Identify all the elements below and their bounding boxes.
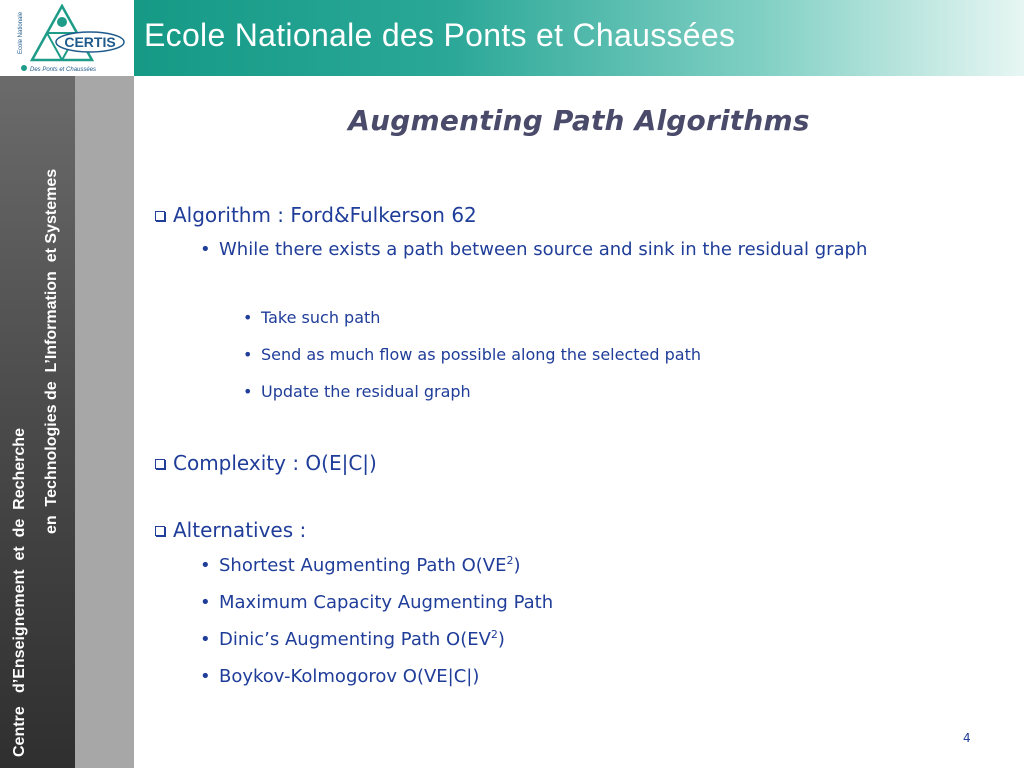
bullet-icon: • — [243, 345, 253, 364]
sidebar-text-line1: Centre d’Enseignement et de Recherche — [11, 428, 28, 757]
sub-list-item-text: Update the residual graph — [261, 382, 471, 401]
section-algorithm — [155, 203, 477, 227]
sidebar-light-band — [75, 76, 134, 768]
sub-list-item-text: Send as much flow as possible along the selected path — [261, 345, 701, 364]
sidebar-text-line2: en Technologies de L’Information et Systemes — [43, 168, 60, 534]
header-title: Ecole Nationale des Ponts et Chaussées — [144, 17, 736, 53]
bullet-icon: • — [243, 308, 253, 327]
list-item — [200, 234, 930, 265]
square-bullet-icon — [155, 211, 165, 221]
sub-list-item — [243, 308, 380, 327]
list-item-text: Shortest Augmenting Path $O(VE^2)$ — [219, 554, 521, 576]
svg-text:CERTIS: CERTIS — [64, 34, 116, 50]
list-item-text: Maximum Capacity Augmenting Path — [219, 592, 554, 613]
section-alternatives-label: Alternatives : — [173, 518, 307, 542]
bullet-icon: • — [243, 382, 253, 401]
bullet-icon: • — [200, 629, 211, 650]
list-item — [200, 624, 930, 655]
list-item-text: Dinic’s Augmenting Path $O(EV^2)$ — [219, 628, 505, 650]
list-item — [200, 587, 930, 618]
section-complexity-label: Complexity : O(E|C|) — [173, 451, 377, 475]
header-band — [134, 0, 1024, 76]
bullet-icon: • — [200, 239, 211, 260]
square-bullet-icon — [155, 526, 165, 536]
section-alternatives — [155, 518, 306, 542]
svg-text:Des Ponts et Chaussées: Des Ponts et Chaussées — [30, 67, 97, 73]
sub-list-item-text: Take such path — [261, 308, 381, 327]
slide-title: Augmenting Path Algorithms — [348, 104, 810, 137]
sub-list-item — [243, 382, 471, 401]
certis-logo-icon — [12, 4, 128, 74]
svg-text:Ecole Nationale: Ecole Nationale — [18, 11, 24, 54]
section-algorithm-label: Algorithm : Ford&Fulkerson 62 — [173, 203, 477, 227]
certis-logo — [0, 0, 134, 76]
list-item — [200, 661, 930, 692]
square-bullet-icon — [155, 459, 165, 469]
bullet-icon: • — [200, 555, 211, 576]
list-item-text: While there exists a path between source and sink in the residual graph — [219, 239, 868, 260]
list-item-text: Boykov-Kolmogorov O(VE|C|) — [219, 666, 480, 687]
page-number: 4 — [963, 731, 971, 745]
bullet-icon: • — [200, 666, 211, 687]
bullet-icon: • — [200, 592, 211, 613]
list-item — [200, 550, 930, 581]
section-complexity — [155, 451, 377, 475]
sub-list-item — [243, 345, 701, 364]
